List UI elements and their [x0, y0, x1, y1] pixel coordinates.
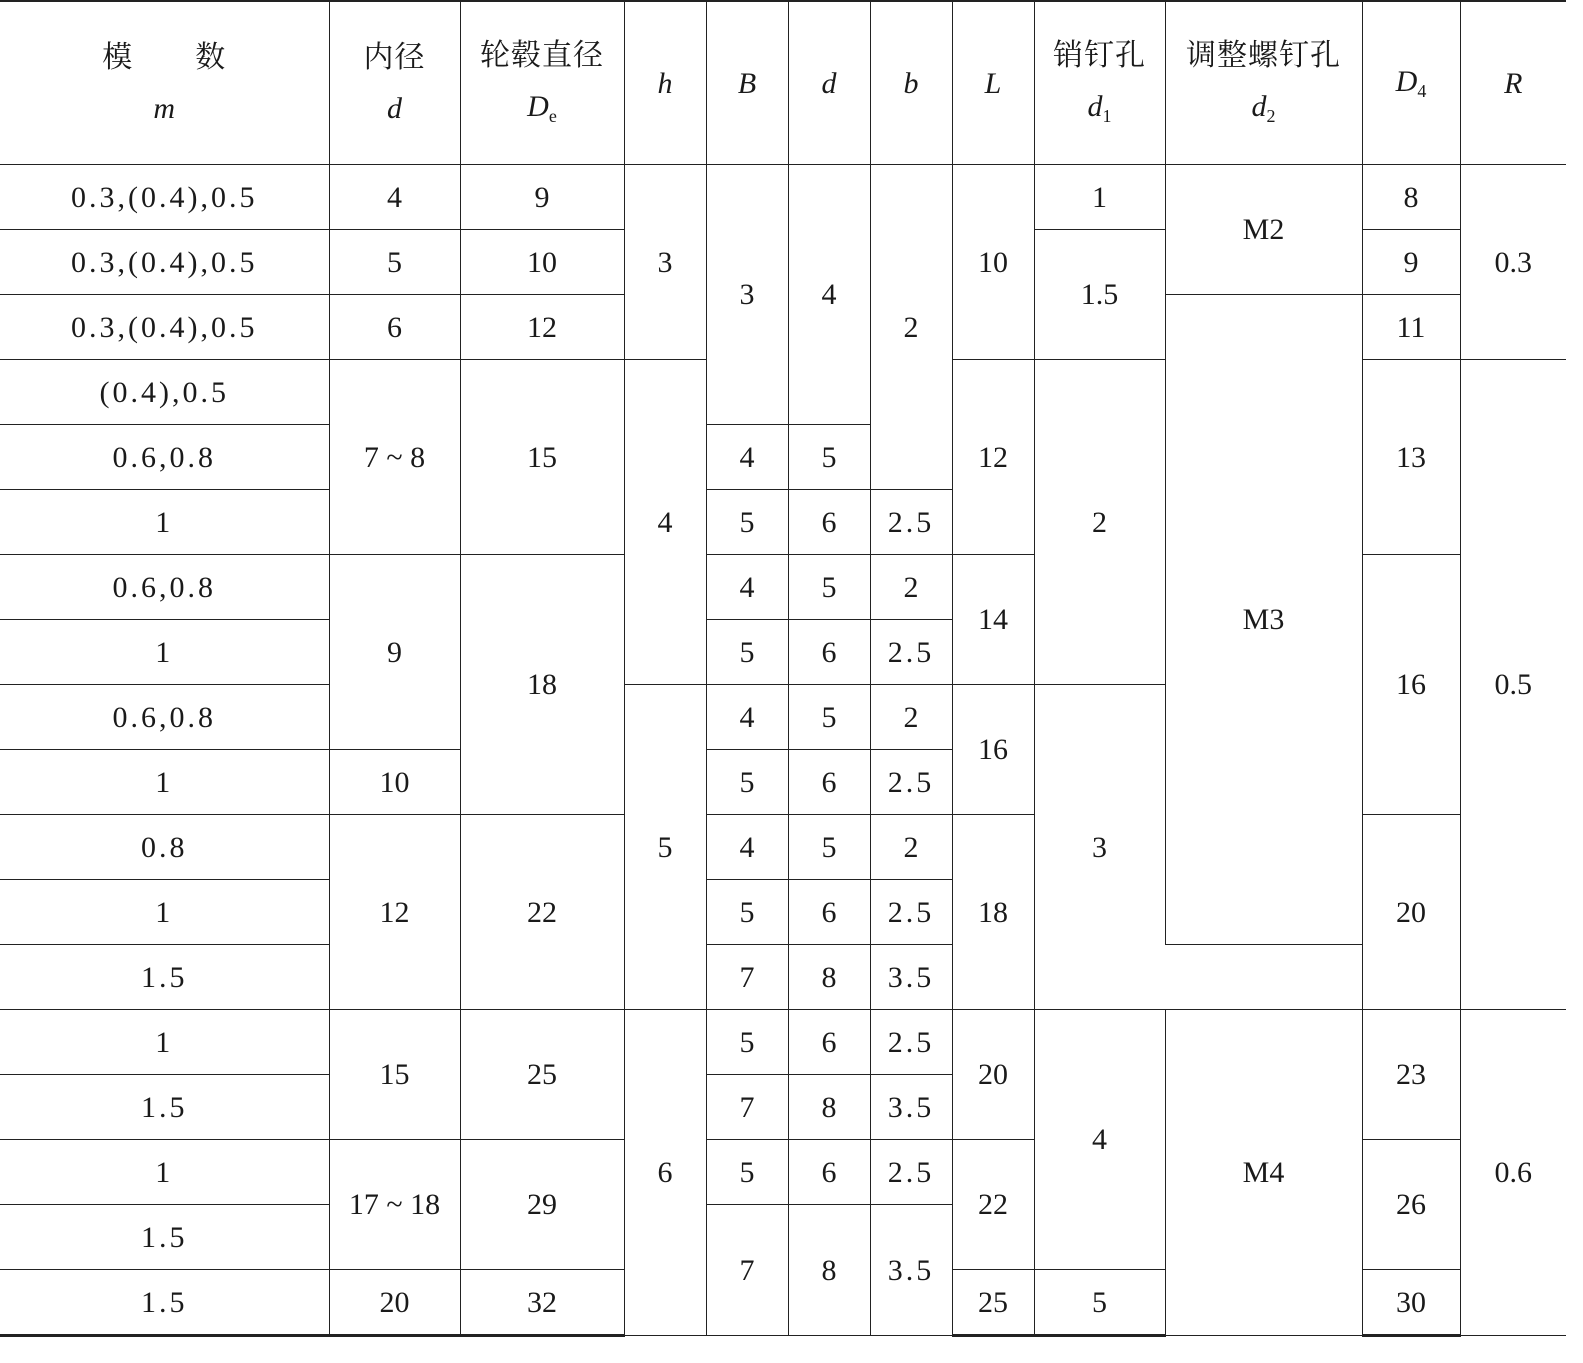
cell-R: 0.6 — [1460, 1010, 1566, 1336]
cell-inner: 4 — [329, 165, 460, 230]
cell-hub: 22 — [460, 815, 624, 1010]
cell-modulus: 1 — [0, 750, 329, 815]
cell-b: 2.5 — [870, 880, 952, 945]
header-inner-diameter: 内径 d — [329, 1, 460, 165]
cell-screw: M2 — [1165, 165, 1362, 295]
header-B: B — [706, 1, 788, 165]
cell-inner: 17 ~ 18 — [329, 1140, 460, 1270]
cell-d: 4 — [788, 165, 870, 425]
cell-inner: 15 — [329, 1010, 460, 1140]
cell-inner: 20 — [329, 1270, 460, 1336]
cell-hub: 12 — [460, 295, 624, 360]
cell-d: 6 — [788, 490, 870, 555]
cell-b: 2.5 — [870, 1010, 952, 1075]
cell-pin: 4 — [1034, 1010, 1165, 1270]
cell-B: 5 — [706, 750, 788, 815]
cell-h: 6 — [624, 1010, 706, 1336]
cell-L: 22 — [952, 1140, 1034, 1270]
cell-b: 2.5 — [870, 490, 952, 555]
cell-B: 7 — [706, 1205, 788, 1336]
cell-d: 6 — [788, 880, 870, 945]
cell-d: 5 — [788, 425, 870, 490]
cell-hub: 29 — [460, 1140, 624, 1270]
header-hub-diameter: 轮毂直径 $D_e$ — [460, 1, 624, 165]
cell-inner: 12 — [329, 815, 460, 1010]
table-row — [0, 165, 1566, 230]
cell-d: 6 — [788, 620, 870, 685]
header-d: d — [788, 1, 870, 165]
table-row — [0, 1010, 1566, 1075]
cell-hub: 18 — [460, 555, 624, 815]
cell-modulus: 0.6,0.8 — [0, 685, 329, 750]
cell-D4: 8 — [1362, 165, 1460, 230]
cell-D4: 9 — [1362, 230, 1460, 295]
cell-pin: 1 — [1034, 165, 1165, 230]
cell-pin: 1.5 — [1034, 230, 1165, 360]
cell-B: 5 — [706, 490, 788, 555]
cell-d: 5 — [788, 815, 870, 880]
cell-D4: 30 — [1362, 1270, 1460, 1336]
cell-L: 12 — [952, 360, 1034, 555]
cell-modulus: 1.5 — [0, 1205, 329, 1270]
cell-b: 2.5 — [870, 750, 952, 815]
header-modulus: 模 数 m — [0, 1, 329, 165]
cell-L: 10 — [952, 165, 1034, 360]
cell-L: 25 — [952, 1270, 1034, 1336]
cell-b: 2 — [870, 685, 952, 750]
cell-hub: 9 — [460, 165, 624, 230]
cell-modulus: (0.4),0.5 — [0, 360, 329, 425]
table-row — [0, 945, 1566, 1010]
cell-L: 18 — [952, 815, 1034, 1010]
cell-R: 0.5 — [1460, 360, 1566, 1010]
cell-B: 7 — [706, 1075, 788, 1140]
cell-L: 20 — [952, 1010, 1034, 1140]
cell-b: 2 — [870, 165, 952, 490]
cell-b: 3.5 — [870, 1075, 952, 1140]
cell-B: 5 — [706, 880, 788, 945]
cell-D4: 13 — [1362, 360, 1460, 555]
cell-b: 3.5 — [870, 1205, 952, 1336]
cell-B: 4 — [706, 425, 788, 490]
cell-B: 3 — [706, 165, 788, 425]
cell-modulus: 1.5 — [0, 1270, 329, 1336]
cell-B: 5 — [706, 1010, 788, 1075]
cell-modulus: 0.6,0.8 — [0, 555, 329, 620]
cell-B: 7 — [706, 945, 788, 1010]
cell-pin: 2 — [1034, 360, 1165, 685]
cell-h: 4 — [624, 360, 706, 685]
cell-d: 6 — [788, 1140, 870, 1205]
cell-modulus: 1 — [0, 620, 329, 685]
header-h: h — [624, 1, 706, 165]
cell-modulus: 0.3,(0.4),0.5 — [0, 165, 329, 230]
header-b: b — [870, 1, 952, 165]
cell-hub: 15 — [460, 360, 624, 555]
cell-inner: 10 — [329, 750, 460, 815]
header-D4: $D_4$ — [1362, 1, 1460, 165]
cell-pin: 3 — [1034, 685, 1165, 1010]
cell-D4: 11 — [1362, 295, 1460, 360]
header-R: R — [1460, 1, 1566, 165]
cell-B: 4 — [706, 815, 788, 880]
cell-modulus: 0.3,(0.4),0.5 — [0, 295, 329, 360]
cell-modulus: 1 — [0, 490, 329, 555]
cell-B: 5 — [706, 620, 788, 685]
cell-modulus: 0.3,(0.4),0.5 — [0, 230, 329, 295]
cell-inner: 9 — [329, 555, 460, 750]
cell-inner: 6 — [329, 295, 460, 360]
cell-hub: 10 — [460, 230, 624, 295]
cell-modulus: 1.5 — [0, 945, 329, 1010]
cell-d: 6 — [788, 1010, 870, 1075]
cell-modulus: 1.5 — [0, 1075, 329, 1140]
cell-L: 16 — [952, 685, 1034, 815]
cell-D4: 16 — [1362, 555, 1460, 815]
cell-modulus: 0.8 — [0, 815, 329, 880]
cell-B: 4 — [706, 685, 788, 750]
cell-L: 14 — [952, 555, 1034, 685]
cell-B: 5 — [706, 1140, 788, 1205]
cell-B: 4 — [706, 555, 788, 620]
cell-d: 6 — [788, 750, 870, 815]
cell-b: 2.5 — [870, 1140, 952, 1205]
cell-R: 0.3 — [1460, 165, 1566, 360]
cell-b: 2 — [870, 555, 952, 620]
cell-h: 5 — [624, 685, 706, 1010]
header-pin-hole: 销钉孔 $d_1$ — [1034, 1, 1165, 165]
cell-D4: 20 — [1362, 815, 1460, 1010]
cell-inner: 5 — [329, 230, 460, 295]
cell-d: 8 — [788, 1075, 870, 1140]
cell-modulus: 1 — [0, 880, 329, 945]
cell-d: 5 — [788, 685, 870, 750]
cell-modulus: 1 — [0, 1140, 329, 1205]
cell-modulus: 1 — [0, 1010, 329, 1075]
cell-h: 3 — [624, 165, 706, 360]
cell-d: 5 — [788, 555, 870, 620]
cell-hub: 25 — [460, 1010, 624, 1140]
cell-D4: 23 — [1362, 1010, 1460, 1140]
cell-modulus: 0.6,0.8 — [0, 425, 329, 490]
header-L: L — [952, 1, 1034, 165]
cell-d: 8 — [788, 1205, 870, 1336]
cell-b: 2 — [870, 815, 952, 880]
header-adjust-screw-hole: 调整螺钉孔 $d_2$ — [1165, 1, 1362, 165]
cell-d: 8 — [788, 945, 870, 1010]
cell-screw: M4 — [1165, 1010, 1362, 1336]
cell-screw: M3 — [1165, 295, 1362, 945]
cell-hub: 32 — [460, 1270, 624, 1336]
cell-b: 3.5 — [870, 945, 952, 1010]
cell-D4: 26 — [1362, 1140, 1460, 1270]
cell-pin: 5 — [1034, 1270, 1165, 1336]
cell-b: 2.5 — [870, 620, 952, 685]
cell-inner: 7 ~ 8 — [329, 360, 460, 555]
header-row — [0, 1, 1566, 165]
